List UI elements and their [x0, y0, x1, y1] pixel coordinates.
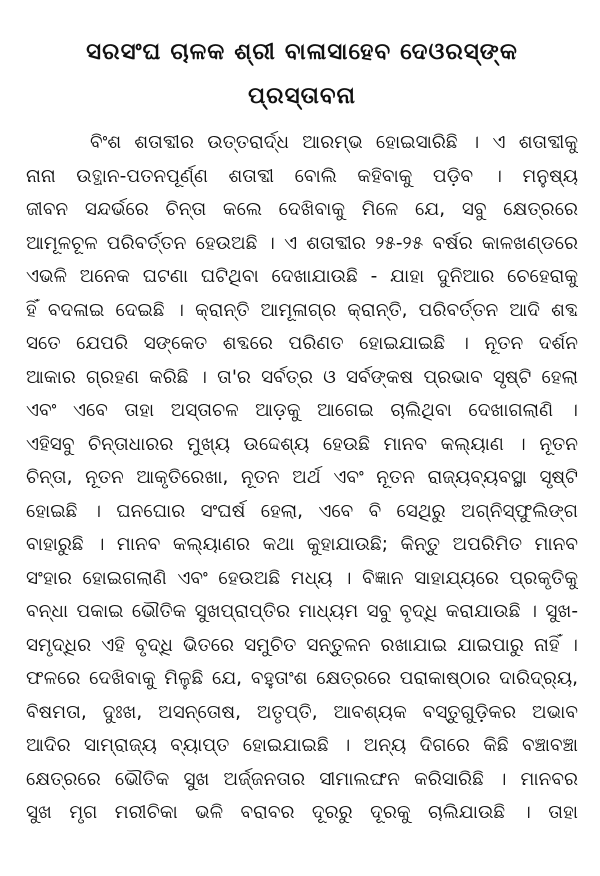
text-line: ଏବଂ ଏବେ ତାହା ଅସ୍ତାଚଳ ଆଡ଼କୁ ଆଗେଇ ଚାଲିଥିବା ଦେଖାଗଲାଣି ।	[26, 400, 578, 421]
text-line: ଆଦିର ସାମ୍ରାଜ୍ୟ ବ୍ୟାପ୍ତ ହୋଇଯାଇଛି । ଅନ୍ୟ ଦିଗରେ କିଛି ବଞ୍ଚାବଞ୍ଚା	[26, 735, 578, 756]
text-line: ସତେ ଯେପରି ସଙ୍କେତ ଶବ୍ଦରେ ପରିଣତ ହୋଇଯାଇଛି । ନୂତନ ଦର୍ଶନ	[26, 333, 578, 354]
document-subtitle: ପ୍ରସ୍ତାବନା	[247, 83, 357, 109]
text-line: ବନ୍ଧା ପକାଇ ଭୌତିକ ସୁଖପ୍ରାପ୍ତିର ମାଧ୍ୟମ ସବୁ ବୃଦ୍ଧି କରାଯାଉଛି । ସୁଖ-	[26, 601, 578, 622]
text-line: ଫଳରେ ଦେଖିବାକୁ ମିଳୁଛି ଯେ, ବହୁତାଂଶ କ୍ଷେତ୍ରରେ ପରାକାଷ୍ଠାର ଦାରିଦ୍ର୍ୟ,	[26, 668, 578, 689]
text-line: ଆମୂଳଚୂଳ ପରିବର୍ତ୍ତନ ହେଉଅଛି । ଏ ଶତାବ୍ଦୀର ୨୫-୨୫ ବର୍ଷର କାଳଖଣ୍ଡରେ	[26, 232, 578, 254]
text-line: ଏଭଳି ଅନେକ ଘଟଣା ଘଟିଥିବା ଦେଖାଯାଉଛି - ଯାହା ଦୁନିଆର ଚେହେରାକୁ	[26, 266, 578, 287]
text-line: ଏହିସବୁ ଚିନ୍ତାଧାରର ମୁଖ୍ୟ ଉଦ୍ଦେଶ୍ୟ ହେଉଛି ମାନବ କଲ୍ୟାଣ । ନୂତନ	[26, 433, 578, 455]
text-line: ବିଂଶ ଶତାବ୍ଦୀର ଉତ୍ତରାର୍ଦ୍ଧ ଆରମ୍ଭ ହୋଇସାରିଛି । ଏ ଶତାବ୍ଦୀକୁ	[90, 132, 578, 153]
body-text	[26, 126, 578, 830]
text-line: ସମୃଦ୍ଧିର ଏହି ବୃଦ୍ଧି ଭିତରେ ସମୁଚିତ ସନ୍ତୁଳନ ରଖାଯାଇ ଯାଇପାରୁ ନାହିଁ ।	[26, 634, 578, 656]
text-line: ଜୀବନ ସନ୍ଦର୍ଭରେ ଚିନ୍ତା କଲେ ଦେଖିବାକୁ ମିଳେ ଯେ, ସବୁ କ୍ଷେତ୍ରରେ	[26, 199, 578, 220]
text-line: ହିଁ ବଦଳାଇ ଦେଇଛି । କ୍ରାନ୍ତି ଆମୂଳାଗ୍ର କ୍ରାନ୍ତି, ପରିବର୍ତ୍ତନ ଆଦି ଶବ୍ଦ	[26, 299, 578, 321]
text-line: ବିଷମତା, ଦୁଃଖ, ଅସନ୍ତୋଷ, ଅତୃପ୍ତି, ଆବଶ୍ୟକ ବସ୍ତୁଗୁଡ଼ିକର ଅଭାବ	[26, 701, 578, 723]
document-title: ସରସଂଘ ଚାଳକ ଶ୍ରୀ ବାଳାସାହେବ ଦେଓରସ୍ଙ୍କ	[86, 39, 518, 65]
text-line: ବାହାରୁଛି । ମାନବ କଲ୍ୟାଣର କଥା କୁହାଯାଉଛି; କିନ୍ତୁ ଅପରିମିତ ମାନବ	[26, 534, 578, 555]
text-line: ଚିନ୍ତା, ନୂତନ ଆକୃତିରେଖା, ନୂତନ ଅର୍ଥ ଏବଂ ନୂତନ ରାଜ୍ୟବ୍ୟବସ୍ଥା ସୃଷ୍ଟି	[26, 467, 578, 488]
text-line: କ୍ଷେତ୍ରରେ ଭୌତିକ ସୁଖ ଅର୍ଜ୍ଜନତାର ସୀମାଲଙ୍ଘନ କରିସାରିଛି । ମାନବର	[26, 768, 578, 790]
text-line: ଆକାର ଗ୍ରହଣ କରିଛି । ତା'ର ସର୍ବତ୍ର ଓ ସର୍ବଙ୍କଷ ପ୍ରଭାବ ସୃଷ୍ଟି ହେଲା	[26, 366, 578, 388]
text-line: ସଂହାର ହୋଇଗଲାଣି ଏବଂ ହେଉଅଛି ମଧ୍ୟ । ବିଜ୍ଞାନ ସାହାଯ୍ୟରେ ପ୍ରକୃତିକୁ	[26, 567, 578, 589]
text-line: ହୋଇଛି । ଘନଘୋର ସଂଘର୍ଷ ହେଲା, ଏବେ ବି ସେଥିରୁ ଅଗ୍ନିସ୍ଫୁଲିଙ୍ଗ	[26, 500, 578, 522]
text-line: ସୁଖ ମୃଗ ମରୀଚିକା ଭଳି ବରାବର ଦୂରରୁ ଦୂରକୁ ଚାଲିଯାଉଛି । ତାହା	[26, 802, 578, 823]
text-line: ନାନା ଉତ୍ଥାନ-ପତନପୂର୍ଣ୍ଣ ଶତାବ୍ଦୀ ବୋଲି କହିବାକୁ ପଡ଼ିବ । ମନୁଷ୍ୟ	[26, 165, 578, 187]
